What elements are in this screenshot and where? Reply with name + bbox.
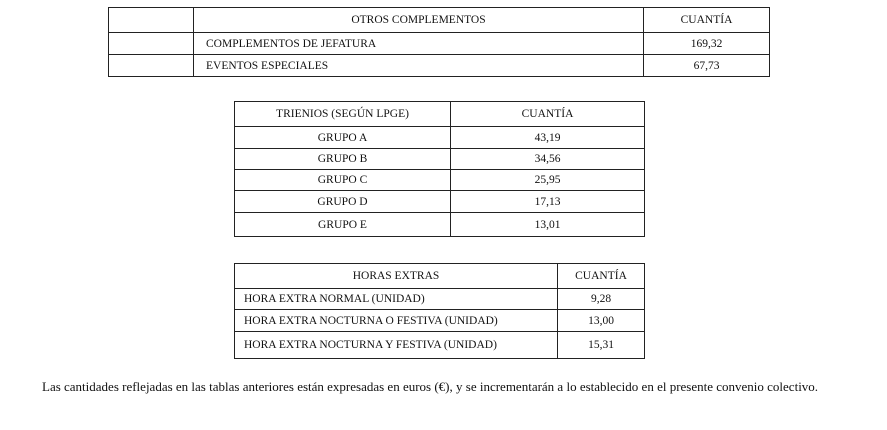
- row-value: 169,32: [644, 33, 770, 55]
- column-header: CUANTÍA: [644, 8, 770, 33]
- table-row: [235, 213, 645, 237]
- horas-extras-table: [234, 263, 645, 359]
- row-label: GRUPO C: [235, 170, 451, 191]
- row-value: 9,28: [558, 289, 645, 310]
- trienios-table: [234, 101, 645, 237]
- row-label: EVENTOS ESPECIALES: [194, 55, 644, 77]
- body-paragraph: Las cantidades reflejadas en las tablas anteriores están expresadas en euros (€), y se incrementarán a lo establecido en el presente convenio colectivo.: [42, 379, 819, 394]
- table-row: [235, 191, 645, 213]
- table-row: [235, 310, 645, 332]
- row-value: 34,56: [451, 149, 645, 170]
- row-label: HORA EXTRA NORMAL (UNIDAD): [235, 289, 558, 310]
- row-value: 67,73: [644, 55, 770, 77]
- row-value: 43,19: [451, 127, 645, 149]
- row-label: COMPLEMENTOS DE JEFATURA: [194, 33, 644, 55]
- table-row: [235, 127, 645, 149]
- table-header: OTROS COMPLEMENTOS: [194, 8, 644, 33]
- table-row: [235, 170, 645, 191]
- column-header: CUANTÍA: [558, 264, 645, 289]
- table-header: TRIENIOS (SEGÚN LPGE): [235, 102, 451, 127]
- table-row: [235, 289, 645, 310]
- column-header: CUANTÍA: [451, 102, 645, 127]
- row-label: HORA EXTRA NOCTURNA O FESTIVA (UNIDAD): [235, 310, 558, 332]
- row-label: GRUPO D: [235, 191, 451, 213]
- empty-cell: [109, 8, 194, 33]
- table-header: HORAS EXTRAS: [235, 264, 558, 289]
- table-row: [109, 55, 770, 77]
- row-value: 13,00: [558, 310, 645, 332]
- table-row: [235, 149, 645, 170]
- row-value: 17,13: [451, 191, 645, 213]
- row-label: GRUPO E: [235, 213, 451, 237]
- otros-complementos-table: [108, 7, 770, 77]
- table-row: [109, 33, 770, 55]
- table-row: [235, 332, 645, 359]
- row-value: 25,95: [451, 170, 645, 191]
- row-value: 15,31: [558, 332, 645, 359]
- row-value: 13,01: [451, 213, 645, 237]
- row-label: HORA EXTRA NOCTURNA Y FESTIVA (UNIDAD): [235, 332, 558, 359]
- row-label: GRUPO A: [235, 127, 451, 149]
- row-label: GRUPO B: [235, 149, 451, 170]
